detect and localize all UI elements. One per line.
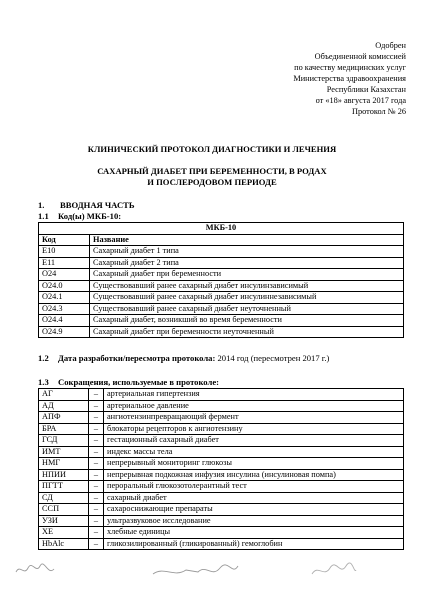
icd-code: O24.3 <box>39 303 90 315</box>
definition: гликозилированный (гликированный) гемоглобин <box>104 538 404 550</box>
dash: – <box>89 400 104 412</box>
dash: – <box>89 515 104 527</box>
icd-name: Сахарный диабет при беременности неуточненный <box>90 326 404 338</box>
abbreviation: АГ <box>39 389 89 401</box>
icd-code: E11 <box>39 257 90 269</box>
dash: – <box>89 492 104 504</box>
definition: гестационный сахарный диабет <box>104 435 404 447</box>
approval-line: по качеству медицинских услуг <box>294 63 406 72</box>
table-row <box>39 400 404 412</box>
table-row <box>39 303 404 315</box>
table-row <box>39 538 404 550</box>
table-row <box>39 504 404 516</box>
dash: – <box>89 469 104 481</box>
icd-code: E10 <box>39 246 90 258</box>
definition: индекс массы тела <box>104 446 404 458</box>
abbreviation: ХЕ <box>39 527 89 539</box>
abbreviations-table <box>38 388 404 550</box>
table-row <box>39 469 404 481</box>
table-row <box>39 246 404 258</box>
signature-3 <box>310 560 358 580</box>
approval-block <box>293 40 406 117</box>
document-title: КЛИНИЧЕСКИЙ ПРОТОКОЛ ДИАГНОСТИКИ И ЛЕЧЕНИЯ <box>87 144 337 154</box>
approval-line: Одобрен <box>375 41 406 50</box>
dash: – <box>89 504 104 516</box>
icd-name: Сахарный диабет при беременности <box>90 269 404 281</box>
signature-1 <box>14 560 56 580</box>
definition: блокаторы рецепторов к ангиотензину <box>104 423 404 435</box>
definition: хлебные единицы <box>104 527 404 539</box>
icd-code: O24.1 <box>39 292 90 304</box>
signature-2 <box>150 560 240 582</box>
icd-name: Существовавший ранее сахарный диабет неуточненный <box>90 303 404 315</box>
document-subtitle <box>0 166 424 188</box>
abbreviation: АД <box>39 400 89 412</box>
table-row <box>39 326 404 338</box>
abbreviation: АПФ <box>39 412 89 424</box>
table-row <box>39 280 404 292</box>
section-number: 1.2 <box>38 353 49 363</box>
definition: непрерывный мониторинг глюкозы <box>104 458 404 470</box>
table-row <box>39 446 404 458</box>
abbreviation: СД <box>39 492 89 504</box>
abbreviation: НМГ <box>39 458 89 470</box>
dash: – <box>89 527 104 539</box>
abbreviation: ПГТТ <box>39 481 89 493</box>
icd-name: Существовавший ранее сахарный диабет инсулиннезависимый <box>90 292 404 304</box>
icd-name: Существовавший ранее сахарный диабет инсулинзависимый <box>90 280 404 292</box>
table-row <box>39 458 404 470</box>
column-header-code: Код <box>39 234 90 246</box>
dash: – <box>89 481 104 493</box>
definition: артериальная гипертензия <box>104 389 404 401</box>
definition: артериальное давление <box>104 400 404 412</box>
dash: – <box>89 412 104 424</box>
section-label: Код(ы) МКБ-10: <box>58 211 122 221</box>
subtitle-line-2: И ПОСЛЕРОДОВОМ ПЕРИОДЕ <box>147 177 277 187</box>
section-number: 1.3 <box>38 377 49 387</box>
table-row <box>39 481 404 493</box>
definition: пероральный глюкозотолерантный тест <box>104 481 404 493</box>
dash: – <box>89 446 104 458</box>
section-number: 1.1 <box>38 211 49 221</box>
icd-name: Сахарный диабет 1 типа <box>90 246 404 258</box>
section-1-heading <box>38 200 135 210</box>
abbreviation: ИМТ <box>39 446 89 458</box>
abbreviation: БРА <box>39 423 89 435</box>
icd-name: Сахарный диабет 2 типа <box>90 257 404 269</box>
section-label: Дата разработки/пересмотра протокола: <box>58 353 216 363</box>
section-label: ВВОДНАЯ ЧАСТЬ <box>60 200 135 210</box>
table-row <box>39 269 404 281</box>
definition: непрерывная подкожная инфузия инсулина (инсулиновая помпа) <box>104 469 404 481</box>
dash: – <box>89 458 104 470</box>
approval-line: Объединенной комиссией <box>314 52 406 61</box>
table-row <box>39 315 404 327</box>
table-row <box>39 435 404 447</box>
subtitle-line-1: САХАРНЫЙ ДИАБЕТ ПРИ БЕРЕМЕННОСТИ, В РОДАХ <box>97 166 327 176</box>
table-row <box>39 389 404 401</box>
dash: – <box>89 538 104 550</box>
icd-code: O24 <box>39 269 90 281</box>
section-1-1-heading <box>38 211 121 221</box>
abbreviation: НПИИ <box>39 469 89 481</box>
definition: сахароснижающие препараты <box>104 504 404 516</box>
table-row <box>39 292 404 304</box>
dash: – <box>89 435 104 447</box>
icd-code: O24.9 <box>39 326 90 338</box>
abbreviation: ГСД <box>39 435 89 447</box>
section-1-3-heading <box>38 377 219 387</box>
dash: – <box>89 423 104 435</box>
definition: ультразвуковое исследование <box>104 515 404 527</box>
table-row <box>39 492 404 504</box>
section-label: Сокращения, используемые в протоколе: <box>58 377 219 387</box>
icd-code: O24.4 <box>39 315 90 327</box>
definition: ангиотензинпревращающий фермент <box>104 412 404 424</box>
abbreviation: ССП <box>39 504 89 516</box>
icd10-table <box>38 222 404 338</box>
abbreviation: HbAlc <box>39 538 89 550</box>
table-row <box>39 527 404 539</box>
column-header-name: Название <box>90 234 404 246</box>
section-value: 2014 год (пересмотрен 2017 г.) <box>215 353 330 363</box>
table-row <box>39 515 404 527</box>
section-number: 1. <box>38 200 45 210</box>
abbreviation: УЗИ <box>39 515 89 527</box>
table-row <box>39 423 404 435</box>
approval-line: Республики Казахстан <box>326 85 406 94</box>
dash: – <box>89 389 104 401</box>
table-row <box>39 257 404 269</box>
table-row <box>39 412 404 424</box>
approval-line: Министерства здравоохранения <box>293 74 406 83</box>
icd-name: Сахарный диабет, возникший во время беременности <box>90 315 404 327</box>
definition: сахарный диабет <box>104 492 404 504</box>
icd-code: O24.0 <box>39 280 90 292</box>
section-1-2-heading <box>38 353 329 363</box>
approval-line: от «18» августа 2017 года <box>315 96 406 105</box>
approval-line: Протокол № 26 <box>352 107 406 116</box>
table-caption: МКБ-10 <box>39 223 404 235</box>
